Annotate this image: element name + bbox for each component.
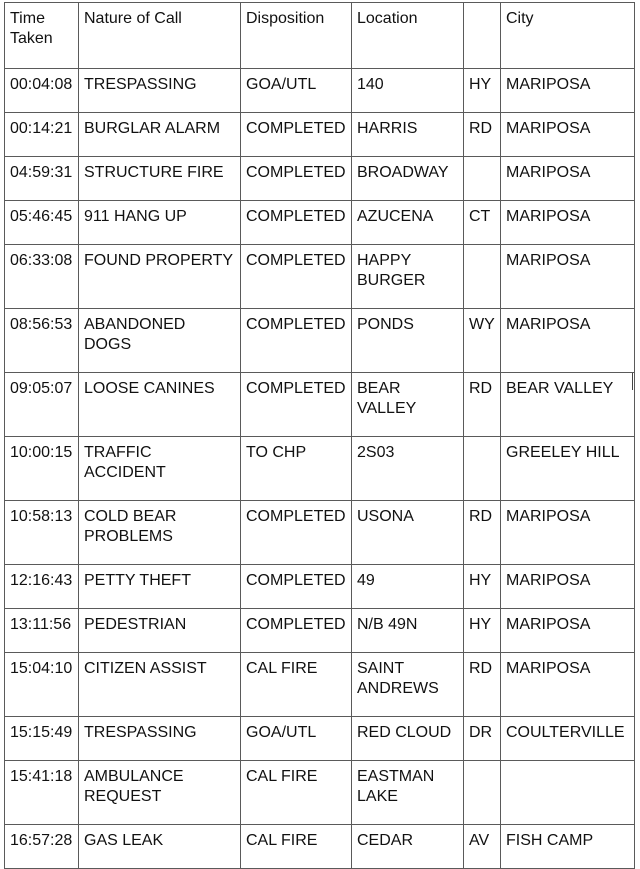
cell-time: 16:57:28	[5, 825, 79, 869]
cell-suffix: HY	[464, 69, 501, 113]
cell-city: MARIPOSA	[501, 245, 635, 309]
cell-time: 12:16:43	[5, 565, 79, 609]
cell-location: N/B 49N	[352, 609, 464, 653]
table-row	[5, 201, 635, 245]
header-nature-of-call: Nature of Call	[79, 3, 241, 69]
cell-city: GREELEY HILL	[501, 437, 635, 501]
cell-city: FISH CAMP	[501, 825, 635, 869]
table-row	[5, 69, 635, 113]
cell-time: 10:00:15	[5, 437, 79, 501]
header-city: City	[501, 3, 635, 69]
cell-disposition: COMPLETED	[241, 373, 352, 437]
cell-nature: ABANDONED DOGS	[79, 309, 241, 373]
table-row	[5, 157, 635, 201]
table-row	[5, 113, 635, 157]
table-row	[5, 565, 635, 609]
cell-location: 2S03	[352, 437, 464, 501]
table-row	[5, 373, 635, 437]
cell-suffix	[464, 437, 501, 501]
cell-nature: TRESPASSING	[79, 69, 241, 113]
table-row	[5, 717, 635, 761]
cell-suffix: HY	[464, 565, 501, 609]
cell-disposition: COMPLETED	[241, 309, 352, 373]
table-row	[5, 653, 635, 717]
cell-suffix: DR	[464, 717, 501, 761]
cell-location: BROADWAY	[352, 157, 464, 201]
cell-disposition: COMPLETED	[241, 157, 352, 201]
table-header-row	[5, 3, 635, 69]
cell-disposition: COMPLETED	[241, 245, 352, 309]
cell-suffix: AV	[464, 825, 501, 869]
cell-city: MARIPOSA	[501, 201, 635, 245]
cell-disposition: COMPLETED	[241, 609, 352, 653]
cell-time: 06:33:08	[5, 245, 79, 309]
cell-city: MARIPOSA	[501, 309, 635, 373]
cell-suffix	[464, 761, 501, 825]
cell-location: PONDS	[352, 309, 464, 373]
cell-nature: STRUCTURE FIRE	[79, 157, 241, 201]
table-row	[5, 437, 635, 501]
cell-time: 00:14:21	[5, 113, 79, 157]
cell-city: MARIPOSA	[501, 501, 635, 565]
table-row	[5, 245, 635, 309]
cell-disposition: COMPLETED	[241, 113, 352, 157]
cell-nature: LOOSE CANINES	[79, 373, 241, 437]
cell-time: 13:11:56	[5, 609, 79, 653]
cell-time: 00:04:08	[5, 69, 79, 113]
header-street-suffix	[464, 3, 501, 69]
cell-suffix: RD	[464, 653, 501, 717]
call-log-table	[4, 2, 635, 869]
cell-city: MARIPOSA	[501, 565, 635, 609]
cell-location: HAPPY BURGER	[352, 245, 464, 309]
cell-nature: AMBULANCE REQUEST	[79, 761, 241, 825]
cell-nature: 911 HANG UP	[79, 201, 241, 245]
cell-disposition: COMPLETED	[241, 565, 352, 609]
cell-disposition: CAL FIRE	[241, 761, 352, 825]
cell-disposition: GOA/UTL	[241, 717, 352, 761]
cell-suffix	[464, 157, 501, 201]
table-row	[5, 501, 635, 565]
cell-suffix: RD	[464, 113, 501, 157]
cell-time: 15:15:49	[5, 717, 79, 761]
table-row	[5, 309, 635, 373]
cell-disposition: TO CHP	[241, 437, 352, 501]
cell-city: MARIPOSA	[501, 113, 635, 157]
cell-nature: FOUND PROPERTY	[79, 245, 241, 309]
header-disposition: Disposition	[241, 3, 352, 69]
cell-city: BEAR VALLEY	[501, 373, 635, 437]
header-location: Location	[352, 3, 464, 69]
cell-location: USONA	[352, 501, 464, 565]
cell-time: 05:46:45	[5, 201, 79, 245]
cell-time: 10:58:13	[5, 501, 79, 565]
cell-location: SAINT ANDREWS	[352, 653, 464, 717]
table-row	[5, 609, 635, 653]
cell-disposition: CAL FIRE	[241, 825, 352, 869]
cell-suffix	[464, 245, 501, 309]
cell-city: COULTERVILLE	[501, 717, 635, 761]
cell-nature: TRAFFIC ACCIDENT	[79, 437, 241, 501]
cell-suffix: HY	[464, 609, 501, 653]
cell-nature: CITIZEN ASSIST	[79, 653, 241, 717]
cell-disposition: CAL FIRE	[241, 653, 352, 717]
cell-suffix: RD	[464, 501, 501, 565]
cell-nature: TRESPASSING	[79, 717, 241, 761]
cell-nature: GAS LEAK	[79, 825, 241, 869]
cell-disposition: GOA/UTL	[241, 69, 352, 113]
cell-city: MARIPOSA	[501, 609, 635, 653]
cell-location: 49	[352, 565, 464, 609]
cell-nature: PEDESTRIAN	[79, 609, 241, 653]
cell-suffix: RD	[464, 373, 501, 437]
cell-location: 140	[352, 69, 464, 113]
cell-city: MARIPOSA	[501, 69, 635, 113]
cell-nature: BURGLAR ALARM	[79, 113, 241, 157]
cell-location: BEAR VALLEY	[352, 373, 464, 437]
cell-time: 04:59:31	[5, 157, 79, 201]
cell-location: AZUCENA	[352, 201, 464, 245]
table-row	[5, 825, 635, 869]
cell-time: 09:05:07	[5, 373, 79, 437]
page-edge-mark	[632, 373, 633, 390]
cell-city: MARIPOSA	[501, 653, 635, 717]
cell-time: 15:41:18	[5, 761, 79, 825]
cell-suffix: WY	[464, 309, 501, 373]
cell-location: RED CLOUD	[352, 717, 464, 761]
cell-suffix: CT	[464, 201, 501, 245]
cell-city: MARIPOSA	[501, 157, 635, 201]
cell-nature: COLD BEAR PROBLEMS	[79, 501, 241, 565]
cell-location: EASTMAN LAKE	[352, 761, 464, 825]
cell-city	[501, 761, 635, 825]
cell-nature: PETTY THEFT	[79, 565, 241, 609]
cell-time: 08:56:53	[5, 309, 79, 373]
header-time-taken: Time Taken	[5, 3, 79, 69]
cell-time: 15:04:10	[5, 653, 79, 717]
cell-disposition: COMPLETED	[241, 201, 352, 245]
cell-location: CEDAR	[352, 825, 464, 869]
cell-disposition: COMPLETED	[241, 501, 352, 565]
table-row	[5, 761, 635, 825]
cell-location: HARRIS	[352, 113, 464, 157]
